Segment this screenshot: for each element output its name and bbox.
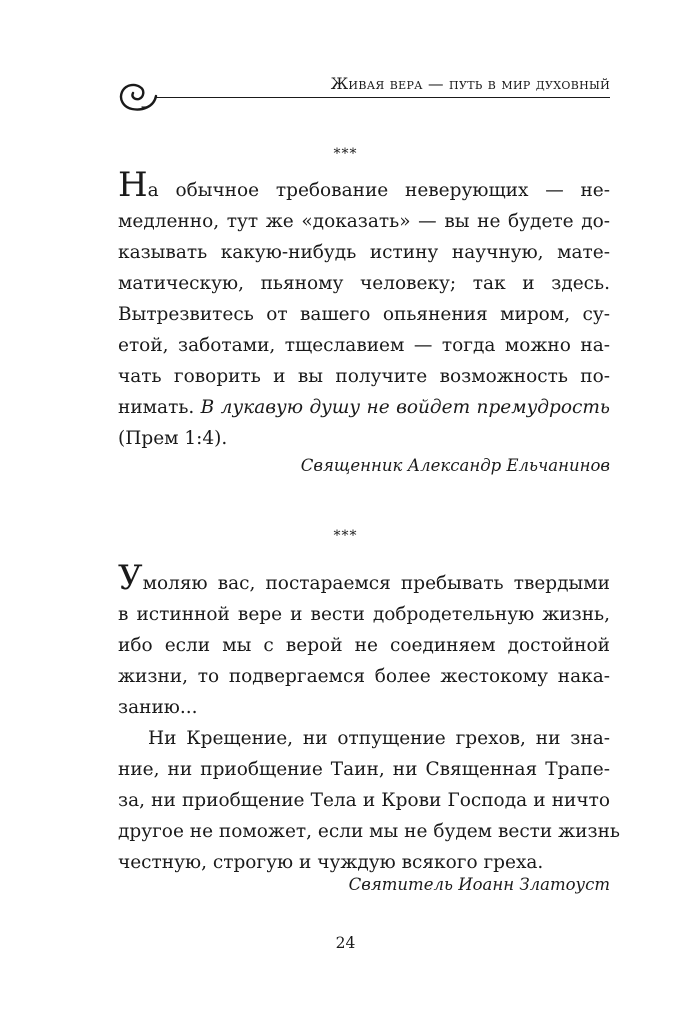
quote-text-1 [118, 165, 610, 454]
spiral-ornament-icon [118, 72, 160, 116]
drop-cap: Н [118, 165, 148, 205]
attribution-1: Священник Александр Ельчанинов [300, 456, 610, 475]
text-line: етой, заботами, тщеславием — тогда можно на- [118, 335, 610, 356]
quote-text-2 [118, 558, 620, 878]
text-line: занию... [118, 697, 198, 718]
section-divider: *** [333, 146, 358, 162]
section-divider: *** [333, 528, 358, 544]
attribution-2: Святитель Иоанн Златоуст [348, 875, 610, 894]
text-line: честную, строгую и чуждую всякого греха. [118, 852, 544, 873]
text-line: матическую, пьяному человеку; так и здесь. [118, 273, 610, 294]
text-line: другое не поможет, если мы не будем вести жизнь [118, 821, 620, 842]
text-line: На обычное требование неверующих — не- [118, 165, 610, 205]
text-line: Умоляю вас, постараемся пребывать твердыми [118, 558, 610, 598]
text-line: Вытрезвитесь от вашего опьянения миром, су- [118, 304, 610, 325]
scripture-reference: (Прем 1:4). [118, 428, 228, 449]
text-line: казывать какую-нибудь истину научную, мате- [118, 242, 610, 263]
text-line: за, ни приобщение Тела и Крови Господа и ничто [118, 790, 610, 811]
header-title: Живая вера — путь в мир духовный [330, 75, 610, 93]
text-line: ние, ни приобщение Таин, ни Священная Трапе- [118, 759, 610, 780]
text-line: жизни, то подвергаемся более жестокому нака- [118, 666, 610, 687]
text-line: чать говорить и вы получите возможность по- [118, 366, 610, 387]
text-line: нимать. В лукавую душу не войдет премудрость [118, 397, 610, 418]
page-number: 24 [335, 934, 356, 952]
drop-cap: У [118, 558, 143, 598]
header-rule [156, 97, 610, 98]
running-header [118, 72, 610, 116]
text-line: медленно, тут же «доказать» — вы не будете до- [118, 211, 610, 232]
text-line: Ни Крещение, ни отпущение грехов, ни зна- [148, 728, 610, 749]
text-line: ибо если мы с верой не соединяем достойной [118, 635, 610, 656]
text-line: в истинной вере и вести добродетельную жизнь, [118, 604, 610, 625]
scripture-quote: В лукавую душу не войдет премудрость [200, 397, 610, 418]
